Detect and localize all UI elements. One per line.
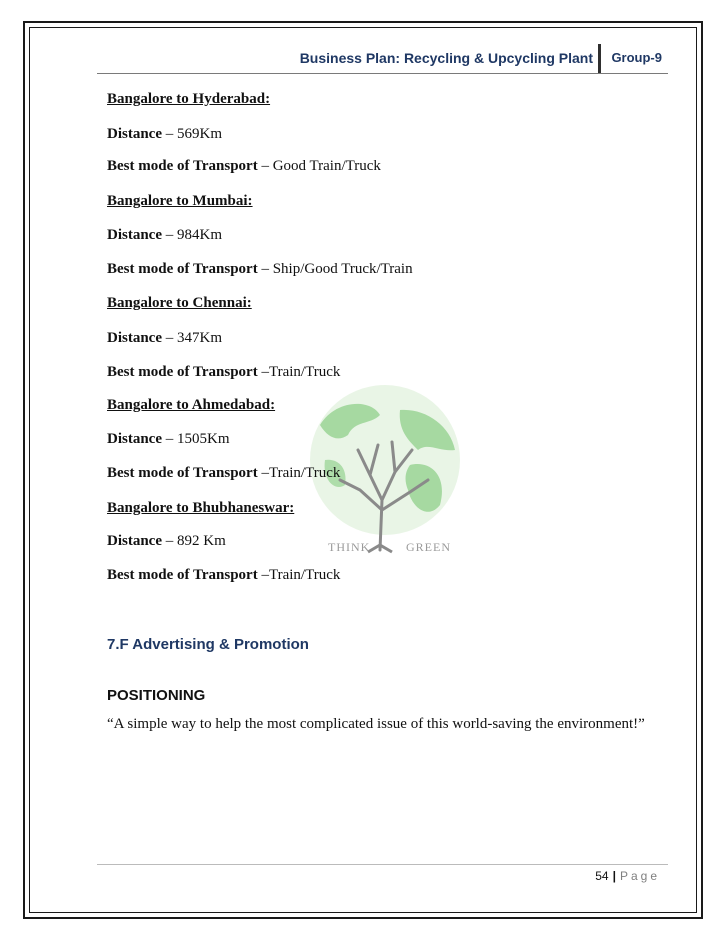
- transport-value: –Train/Truck: [257, 364, 341, 380]
- route-title-chennai: Bangalore to Chennai:: [107, 295, 252, 311]
- route-distance: [107, 329, 222, 347]
- route-transport: [107, 157, 381, 175]
- distance-value: – 347Km: [162, 330, 222, 346]
- positioning-quote: “A simple way to help the most complicated issue of this world-saving the environment!”: [107, 716, 645, 732]
- transport-value: – Good Train/Truck: [257, 158, 381, 174]
- transport-label: Best mode of Transport: [107, 465, 258, 481]
- header-title: Business Plan: Recycling & Upcycling Plant: [299, 50, 593, 66]
- route-distance: [107, 226, 222, 244]
- watermark-think-text: THINK: [328, 540, 371, 554]
- section-heading: 7.F Advertising & Promotion: [107, 636, 309, 653]
- route-distance: [107, 125, 222, 143]
- footer-separator: |: [612, 869, 616, 883]
- transport-value: – Ship/Good Truck/Train: [257, 261, 413, 277]
- distance-label: Distance: [107, 533, 162, 549]
- route-heading: [107, 192, 253, 210]
- distance-value: – 892 Km: [162, 533, 226, 549]
- watermark-green-text: GREEN: [406, 540, 451, 554]
- route-transport: [107, 363, 340, 381]
- distance-value: – 569Km: [162, 126, 222, 142]
- distance-label: Distance: [107, 330, 162, 346]
- route-title-bhubhaneswar: Bangalore to Bhubhaneswar:: [107, 500, 295, 516]
- route-transport: [107, 464, 340, 482]
- route-heading: [107, 294, 252, 312]
- footer-rule: [97, 864, 668, 865]
- distance-label: Distance: [107, 126, 162, 142]
- route-transport: [107, 260, 413, 278]
- transport-label: Best mode of Transport: [107, 261, 258, 277]
- transport-value: –Train/Truck: [257, 567, 341, 583]
- page-footer: [595, 869, 660, 883]
- header-divider: [598, 44, 601, 74]
- transport-label: Best mode of Transport: [107, 567, 258, 583]
- positioning-subheading: POSITIONING: [107, 687, 206, 704]
- distance-value: – 1505Km: [162, 431, 230, 447]
- route-heading: [107, 499, 294, 517]
- page-number: 54: [595, 869, 609, 883]
- transport-label: Best mode of Transport: [107, 158, 258, 174]
- page-label: Page: [619, 869, 660, 883]
- header-rule: [97, 73, 668, 74]
- distance-label: Distance: [107, 227, 162, 243]
- globe-icon: [310, 385, 460, 535]
- header-group: Group-9: [611, 50, 662, 65]
- route-title-mumbai: Bangalore to Mumbai:: [107, 193, 253, 209]
- distance-value: – 984Km: [162, 227, 222, 243]
- transport-value: –Train/Truck: [257, 465, 341, 481]
- route-heading: [107, 90, 270, 108]
- route-transport: [107, 566, 340, 584]
- route-distance: [107, 430, 230, 448]
- route-heading: [107, 396, 275, 414]
- route-title-hyderabad: Bangalore to Hyderabad:: [107, 91, 271, 107]
- page-header: [97, 44, 668, 74]
- route-distance: [107, 532, 226, 550]
- transport-label: Best mode of Transport: [107, 364, 258, 380]
- distance-label: Distance: [107, 431, 162, 447]
- route-title-ahmedabad: Bangalore to Ahmedabad:: [107, 397, 276, 413]
